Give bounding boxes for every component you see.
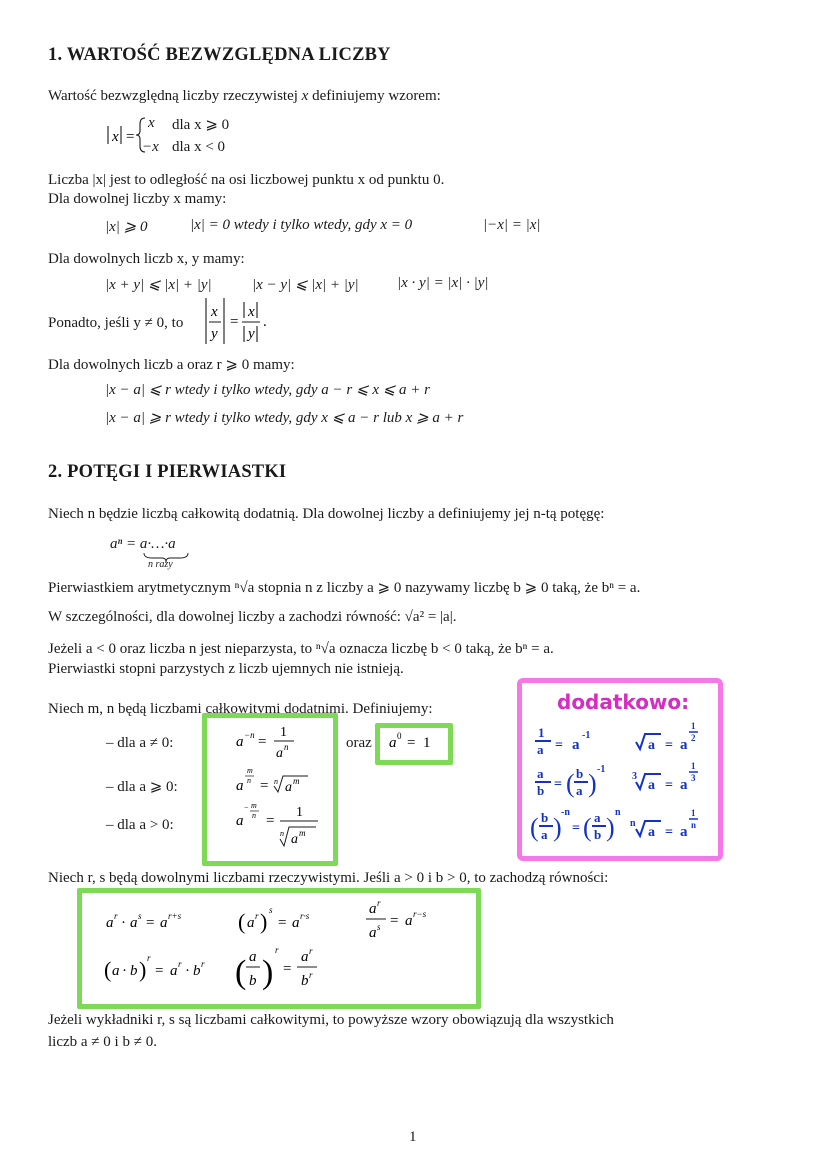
svg-text:s: s (269, 905, 273, 915)
svg-text:s: s (138, 911, 142, 921)
svg-text:3: 3 (632, 771, 637, 782)
svg-text:r+s: r+s (168, 911, 182, 921)
oraz-text: oraz (346, 735, 372, 751)
svg-text:a: a (247, 915, 255, 931)
root-definition: Pierwiastkiem arytmetycznym ⁿ√a stopnia n z liczby a ⩾ 0 nazywamy liczbę b ⩾ 0 taką, że bⁿ = a. (48, 580, 641, 596)
svg-text:=: = (260, 778, 269, 794)
svg-text:a: a (389, 735, 397, 751)
case2-cond: dla x < 0 (172, 139, 226, 155)
svg-text:=: = (230, 314, 239, 330)
quotient-abs-formula (203, 296, 273, 348)
svg-text:a: a (369, 901, 377, 917)
svg-text:a: a (648, 738, 655, 753)
svg-text:(: ( (235, 954, 247, 991)
svg-text:a: a (285, 780, 292, 795)
svg-text:2: 2 (691, 733, 696, 743)
svg-text:=: = (258, 734, 267, 750)
integer-note-line1: Jeżeli wykładniki r, s są liczbami całkowitymi, to powyższe wzory obowiązują dla wszystkich (48, 1012, 614, 1028)
any-x-text: Dla dowolnej liczby x mamy: (48, 191, 227, 207)
svg-text:-n: -n (561, 807, 570, 818)
distance-text: Liczba |x| jest to odległość na osi liczbowej punktu x od punktu 0. (48, 172, 445, 188)
svg-text:a: a (680, 824, 688, 840)
svg-text:y: y (211, 326, 218, 342)
svg-text:r: r (377, 898, 381, 908)
svg-text:n: n (615, 807, 621, 818)
svg-text:b: b (130, 963, 138, 979)
svg-text:a: a (236, 813, 244, 829)
svg-text:a: a (576, 783, 583, 798)
svg-text:(: ( (104, 957, 112, 982)
svg-text:=: = (554, 777, 562, 792)
svg-text:1: 1 (691, 761, 696, 771)
svg-text:b: b (541, 810, 549, 825)
svg-text:b: b (537, 783, 545, 798)
svg-text:n: n (247, 776, 251, 785)
svg-text:m: m (293, 776, 300, 786)
rule-ge: |x − a| ⩾ r wtedy i tylko wtedy, gdy x ⩽ a − r lub x ⩾ a + r (105, 410, 464, 426)
svg-text:x: x (112, 129, 119, 145)
svg-text:a: a (236, 734, 244, 750)
even-root-text: Pierwiastki stopni parzystych z liczb ujemnych nie istnieją. (48, 661, 404, 677)
svg-text:r: r (114, 911, 118, 921)
svg-text:-1: -1 (582, 730, 591, 741)
svg-text:a: a (276, 746, 283, 761)
exponent-definitions (230, 720, 330, 855)
svg-text:a: a (292, 915, 300, 931)
power-definition: aⁿ = a·…·a (110, 536, 176, 552)
case-a-positive: – dla a > 0: (106, 817, 174, 833)
svg-text:=: = (155, 963, 164, 979)
dodatkowo-title: dodatkowo: (557, 690, 690, 714)
svg-text:n: n (280, 829, 284, 838)
svg-text:): ) (553, 813, 562, 842)
triangle-ineq-diff: |x − y| ⩽ |x| + |y| (252, 277, 359, 293)
svg-text:(: ( (530, 813, 539, 842)
svg-text:=: = (390, 913, 399, 929)
svg-text:): ) (139, 957, 147, 982)
svg-text:a: a (648, 825, 655, 840)
case-a-nonzero: – dla a ≠ 0: (106, 735, 174, 751)
svg-text:·: · (121, 915, 126, 931)
svg-text:=: = (665, 738, 673, 753)
integer-note-line2: liczb a ≠ 0 i b ≠ 0. (48, 1034, 157, 1050)
svg-text:a: a (680, 777, 688, 793)
svg-text:y: y (248, 326, 255, 342)
svg-text:a: a (160, 915, 168, 931)
odd-root-text: Jeżeli a < 0 oraz liczba n jest nieparzysta, to ⁿ√a oznacza liczbę b < 0 taką, że bⁿ = a. (48, 641, 554, 657)
svg-text:=: = (665, 825, 673, 840)
svg-text:): ) (262, 954, 274, 991)
svg-text:·: · (122, 963, 127, 979)
page-number: 1 (409, 1129, 417, 1145)
svg-text:=: = (278, 915, 287, 931)
svg-text:=: = (146, 915, 155, 931)
svg-text:a: a (537, 766, 544, 781)
svg-text:1: 1 (296, 805, 303, 820)
svg-text:s: s (377, 922, 381, 932)
svg-text:1: 1 (538, 725, 545, 740)
svg-text:a: a (594, 810, 601, 825)
svg-text:r: r (201, 959, 205, 969)
svg-text:=: = (572, 821, 580, 836)
svg-text:=: = (665, 778, 673, 793)
any-ar-text: Dla dowolnych liczb a oraz r ⩾ 0 mamy: (48, 357, 295, 373)
svg-text:x: x (211, 304, 218, 320)
svg-text:=: = (407, 735, 416, 751)
svg-text:m: m (299, 828, 306, 838)
svg-text:b: b (249, 973, 257, 989)
case1-cond: dla x ⩾ 0 (172, 117, 230, 133)
svg-text:): ) (260, 909, 268, 934)
product-abs: |x · y| = |x| · |y| (397, 275, 489, 291)
svg-text:m: m (247, 766, 253, 775)
zero-power-formula (385, 726, 441, 754)
svg-text:r: r (147, 953, 151, 963)
svg-text:a: a (112, 963, 120, 979)
svg-text:−n: −n (244, 730, 255, 740)
any-xy-text: Dla dowolnych liczb x, y mamy: (48, 251, 245, 267)
n-razy-label: n razy (148, 559, 173, 570)
svg-text:a: a (541, 827, 548, 842)
property-zero: |x| = 0 wtedy i tylko wtedy, gdy x = 0 (190, 217, 413, 233)
svg-text:n: n (691, 820, 697, 830)
triangle-ineq-sum: |x + y| ⩽ |x| + |y| (105, 277, 212, 293)
svg-text:r: r (275, 945, 279, 955)
svg-text:a: a (170, 963, 178, 979)
svg-text:a: a (236, 778, 244, 794)
svg-text:1: 1 (280, 725, 287, 740)
niech-mn-text: Niech m, n będą liczbami całkowitymi dodatnimi. Definiujemy: (48, 701, 433, 717)
svg-text:b: b (301, 973, 309, 989)
case1-expr: x (148, 115, 155, 131)
svg-text:·: · (185, 963, 190, 979)
svg-text:r·s: r·s (300, 911, 310, 921)
svg-text:=: = (126, 129, 135, 145)
svg-text:x: x (248, 304, 255, 320)
svg-text:-1: -1 (597, 764, 606, 775)
svg-text:): ) (606, 813, 615, 842)
svg-text:1: 1 (691, 808, 696, 818)
svg-text:a: a (291, 832, 298, 847)
svg-text:a: a (369, 925, 377, 941)
svg-text:b: b (193, 963, 201, 979)
niech-rs-text: Niech r, s będą dowolnymi liczbami rzeczywistymi. Jeśli a > 0 i b > 0, to zachodzą równości: (48, 870, 609, 886)
svg-text:a: a (648, 778, 655, 793)
svg-text:a: a (106, 915, 114, 931)
svg-text:m: m (251, 801, 257, 810)
case-a-nonneg: – dla a ⩾ 0: (106, 779, 178, 795)
svg-text:a: a (537, 742, 544, 757)
svg-text:(: ( (583, 813, 592, 842)
svg-text:0: 0 (397, 731, 402, 741)
svg-text:r: r (255, 911, 259, 921)
svg-text:3: 3 (691, 773, 696, 783)
svg-text:(: ( (566, 769, 575, 798)
svg-text:n: n (284, 742, 289, 752)
root-special-case: W szczególności, dla dowolnej liczby a zachodzi równość: √a² = |a|. (48, 609, 457, 625)
svg-text:a: a (130, 915, 138, 931)
svg-text:−: − (244, 803, 249, 812)
svg-text:b: b (576, 766, 584, 781)
svg-text:a: a (301, 949, 309, 965)
svg-text:a: a (572, 737, 580, 753)
svg-text:a: a (680, 737, 688, 753)
svg-text:r: r (178, 959, 182, 969)
section-2-title: 2. POTĘGI I PIERWIASTKI (48, 462, 287, 482)
svg-text:=: = (283, 961, 292, 977)
rule-le: |x − a| ⩽ r wtedy i tylko wtedy, gdy a − r ⩽ x ⩽ a + r (105, 382, 431, 398)
svg-text:): ) (588, 769, 597, 798)
svg-text:1: 1 (423, 735, 431, 751)
property-symmetry: |−x| = |x| (483, 217, 541, 233)
svg-text:a: a (405, 913, 413, 929)
dodatkowo-formulas (528, 716, 708, 846)
svg-text:r: r (309, 946, 313, 956)
svg-text:a: a (249, 949, 257, 965)
svg-text:=: = (266, 813, 275, 829)
svg-text:b: b (594, 827, 602, 842)
ponadto-text: Ponadto, jeśli y ≠ 0, to (48, 315, 184, 331)
svg-text:(: ( (238, 909, 246, 934)
svg-text:n: n (252, 811, 256, 820)
svg-text:.: . (263, 314, 267, 330)
property-nonneg: |x| ⩾ 0 (105, 219, 148, 235)
case2-expr: −x (142, 139, 159, 155)
svg-text:=: = (555, 738, 563, 753)
svg-text:r: r (309, 970, 313, 980)
svg-text:1: 1 (691, 721, 696, 731)
power-laws-formulas (90, 893, 460, 997)
svg-text:r−s: r−s (413, 909, 427, 919)
abs-intro: Wartość bezwzględną liczby rzeczywistej x definiujemy wzorem: (48, 88, 441, 104)
svg-text:n: n (274, 777, 278, 786)
niech-n-text: Niech n będzie liczbą całkowitą dodatnią. Dla dowolnej liczby a definiujemy jej n-tą potęgę: (48, 506, 605, 522)
svg-text:n: n (630, 818, 636, 829)
section-1-title: 1. WARTOŚĆ BEZWZGLĘDNA LICZBY (48, 45, 391, 65)
